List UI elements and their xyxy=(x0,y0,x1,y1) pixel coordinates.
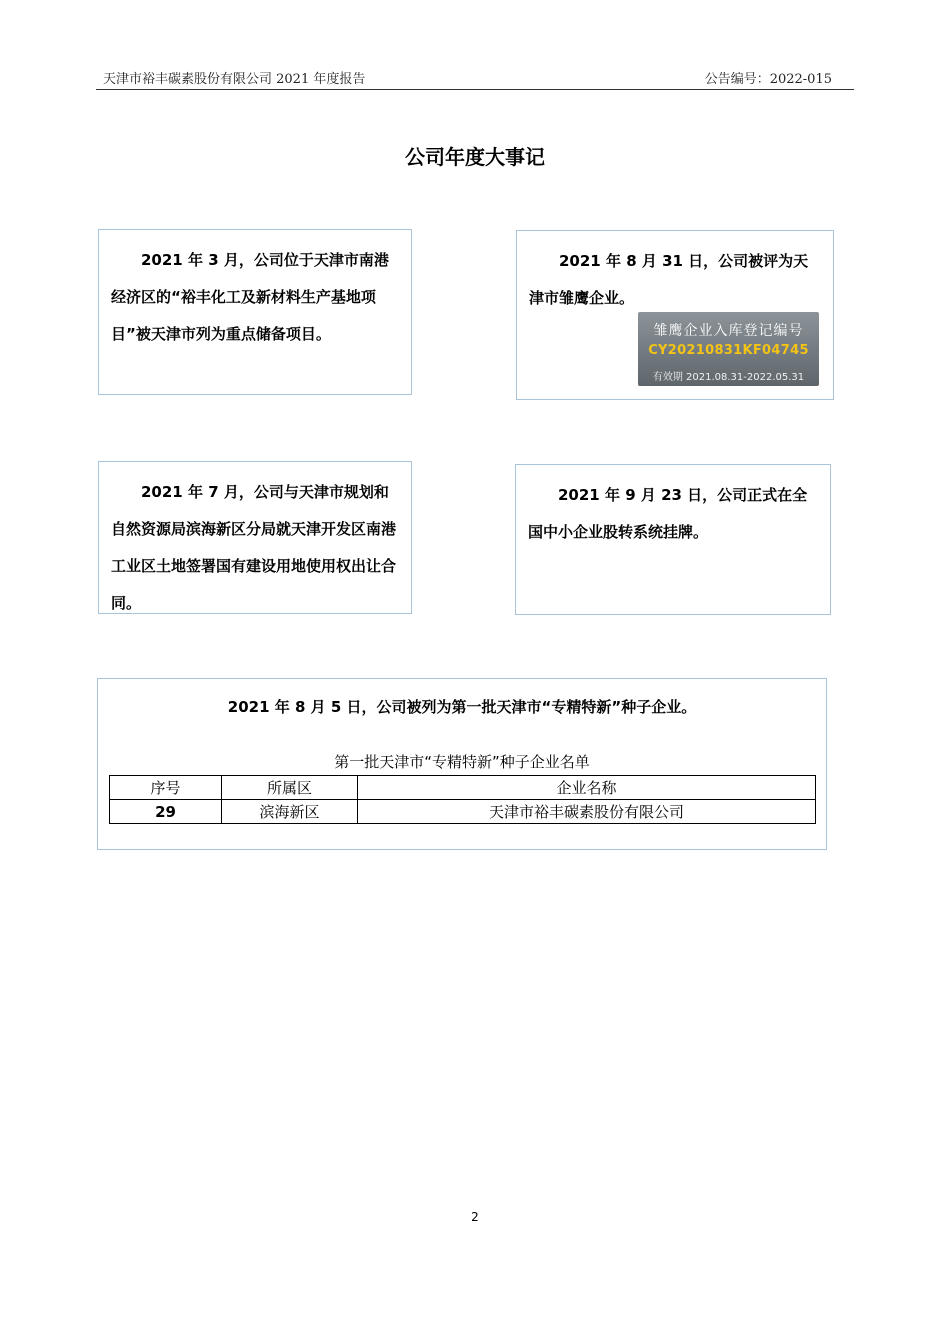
header-divider xyxy=(96,89,854,90)
report-title-header: 天津市裕丰碳素股份有限公司 2021 年度报告 xyxy=(103,72,366,87)
column-header-number: 序号 xyxy=(110,776,222,800)
eagle-enterprise-badge-image xyxy=(638,312,819,386)
page-title: 公司年度大事记 xyxy=(405,145,545,169)
seed-table-caption: 第一批天津市“专精特新”种子企业名单 xyxy=(334,753,590,771)
event-text-march: 2021 年 3 月，公司位于天津市南港经济区的“裕丰化工及新材料生产基地项目”被天津市列为重点储备项目。 xyxy=(111,251,389,343)
event-box-seed-enterprise xyxy=(97,678,827,850)
event-box-september23 xyxy=(515,464,831,615)
cell-number: 29 xyxy=(110,800,222,824)
cell-district: 滨海新区 xyxy=(222,800,358,824)
table-row xyxy=(110,800,816,824)
badge-title: 雏鹰企业入库登记编号 xyxy=(653,323,804,339)
badge-validity-period: 有效期 2021.08.31-2022.05.31 xyxy=(652,372,805,383)
event-box-march xyxy=(98,229,412,395)
table-header-row xyxy=(110,776,816,800)
cell-company: 天津市裕丰碳素股份有限公司 xyxy=(358,800,816,824)
event-box-july xyxy=(98,461,412,614)
event-text-july: 2021 年 7 月，公司与天津市规划和自然资源局滨海新区分局就天津开发区南港工业区土地签署国有建设用地使用权出让合同。 xyxy=(111,483,397,612)
badge-registration-code: CY20210831KF04745 xyxy=(648,343,809,358)
seed-enterprise-table xyxy=(109,775,816,824)
seed-event-headline: 2021 年 8 月 5 日，公司被列为第一批天津市“专精特新”种子企业。 xyxy=(227,698,697,716)
column-header-company: 企业名称 xyxy=(358,776,816,800)
event-text-september23: 2021 年 9 月 23 日，公司正式在全国中小企业股转系统挂牌。 xyxy=(528,486,808,541)
announcement-number: 公告编号：2022-015 xyxy=(704,72,832,87)
page-number: 2 xyxy=(471,1210,479,1224)
column-header-district: 所属区 xyxy=(222,776,358,800)
event-text-august31: 2021 年 8 月 31 日，公司被评为天津市雏鹰企业。 xyxy=(529,252,809,307)
